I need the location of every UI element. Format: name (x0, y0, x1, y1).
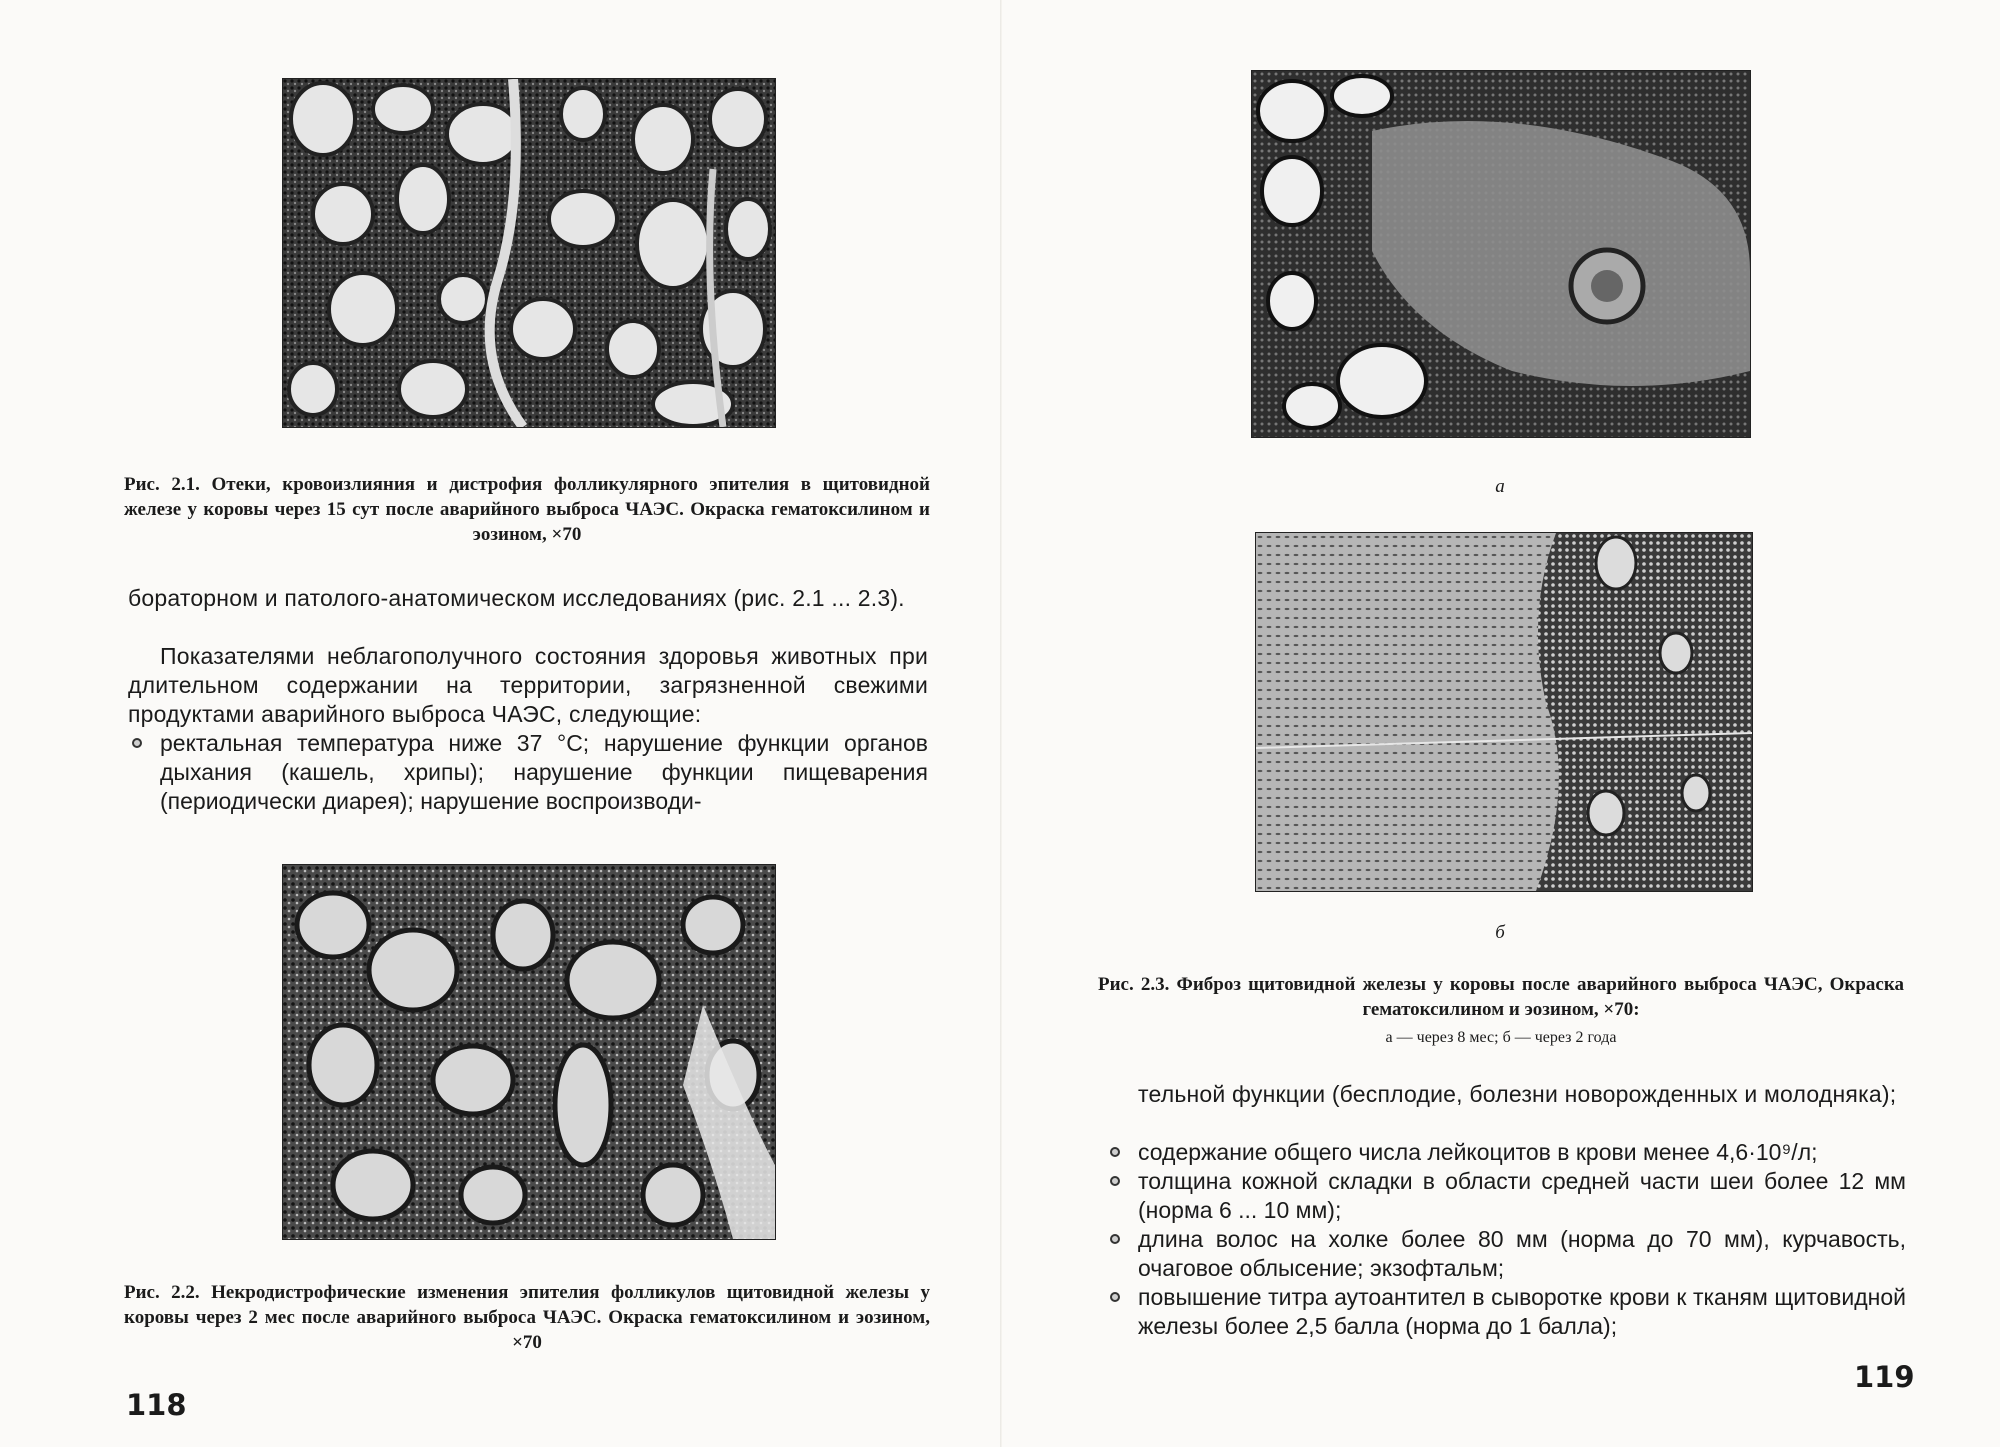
right-bullet-list (1106, 1138, 1906, 1341)
page-number-left: 118 (126, 1388, 187, 1422)
figure-2-3b-label: б (1495, 922, 1505, 943)
bullet-icon (1110, 1176, 1120, 1186)
micrograph-fibrosis-8-months-icon (1252, 71, 1750, 437)
list-item (128, 729, 928, 816)
micrograph-fibrosis-2-years-icon (1256, 533, 1752, 891)
figure-2-1-image (282, 78, 776, 428)
list-item-text: повышение титра аутоантител в сыворотке крови к тканям щитовидной железы более 2,5 балла (норма до 1 балла); (1138, 1284, 1906, 1339)
figure-2-2-image (282, 864, 776, 1240)
figure-2-2-caption: Рис. 2.2. Некродистрофические изменения эпителия фолликулов щитовидной железы у коровы через 2 мес после аварийного выброса ЧАЭС. Окраска гематоксилином и эозином, ×70 (124, 1282, 930, 1353)
bullet-icon (132, 738, 142, 748)
list-item-text: содержание общего числа лейкоцитов в крови менее 4,6·10⁹/л; (1138, 1139, 1818, 1165)
figure-2-1-caption: Рис. 2.1. Отеки, кровоизлияния и дистрофия фолликулярного эпителия в щитовидной железе у коровы через 15 сут после аварийного выброса ЧАЭС. Окраска гематоксилином и эозином, ×70 (124, 474, 930, 545)
page-number-right: 119 (1854, 1360, 1915, 1394)
list-item (1106, 1283, 1906, 1341)
figure-2-3b-image (1255, 532, 1753, 892)
bullet-icon (1110, 1234, 1120, 1244)
micrograph-necrosis-icon (283, 865, 775, 1239)
figure-2-3a-image (1251, 70, 1751, 438)
list-item (1106, 1225, 1906, 1283)
list-item (1106, 1138, 1906, 1167)
figure-2-3-caption: Рис. 2.3. Фиброз щитовидной железы у коровы после аварийного выброса ЧАЭС, Окраска гематоксилином и эозином, ×70: (1098, 974, 1904, 1020)
bullet-icon (1110, 1147, 1120, 1157)
list-item-text: ректальная температура ниже 37 °С; нарушение функции органов дыхания (кашель, хрипы); нарушение функции пищеварения (периодически диарея); нарушение воспроизводи- (160, 730, 928, 814)
list-item (1106, 1167, 1906, 1225)
micrograph-edema-icon (283, 79, 775, 427)
bullet-icon (1110, 1292, 1120, 1302)
figure-2-3a-label: а (1495, 476, 1505, 497)
left-bullet-list (128, 729, 928, 816)
list-item-text: толщина кожной складки в области средней части шеи более 12 мм (норма 6 ... 10 мм); (1138, 1168, 1906, 1223)
left-paragraph: Показателями неблагополучного состояния здоровья животных при длительном содержании на территории, загрязненной свежими продуктами аварийного выброса ЧАЭС, следующие: (128, 643, 928, 727)
figure-2-3-subcaption: а — через 8 мес; б — через 2 года (1385, 1029, 1617, 1046)
right-page (1002, 0, 2000, 1447)
list-item-text: длина волос на холке более 80 мм (норма до 70 мм), курчавость, очаговое облысение; экзофтальм; (1138, 1226, 1906, 1281)
left-text-continuation: бораторном и патолого-анатомическом исследованиях (рис. 2.1 ... 2.3). (128, 585, 905, 611)
right-text-continuation: тельной функции (бесплодие, болезни новорожденных и молодняка); (1138, 1081, 1897, 1107)
